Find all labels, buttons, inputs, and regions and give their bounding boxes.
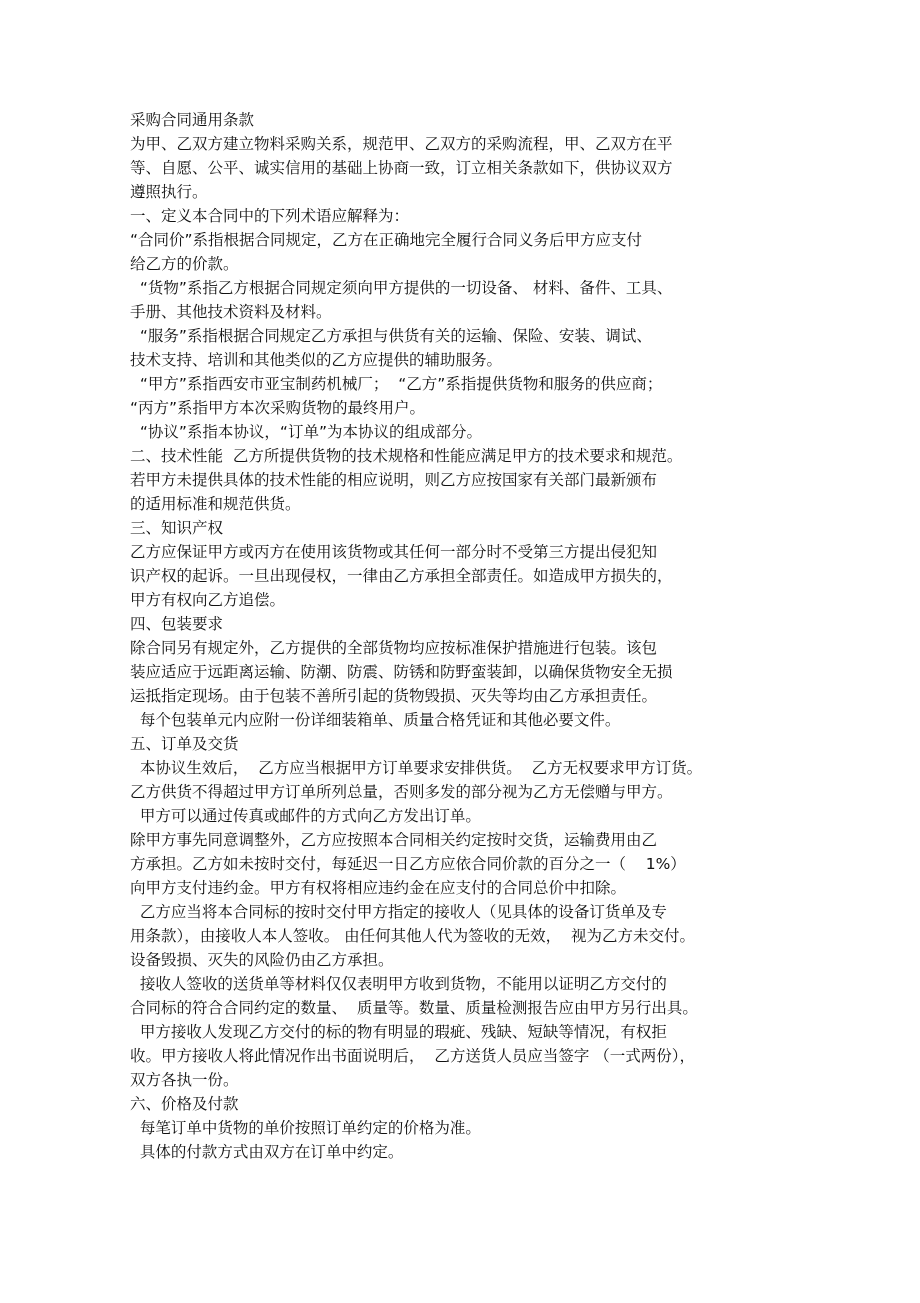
text-line: 每个包装单元内应附一份详细装箱单、质量合格凭证和其他必要文件。 <box>130 711 621 729</box>
text-line: 用条款），由接收人本人签收。 由任何其他人代为签收的无效， 视为乙方未交付。 <box>130 927 696 945</box>
text-line: “甲方”系指西安市亚宝制药机械厂； “乙方”系指提供货物和服务的供应商； <box>130 375 663 393</box>
text-line: 手册、其他技术资料及材料。 <box>130 303 332 321</box>
text-line: 具体的付款方式由双方在订单中约定。 <box>130 1143 404 1161</box>
section-heading: 四、包装要求 <box>130 615 224 633</box>
text-line: “丙方”系指甲方本次采购货物的最终用户。 <box>130 399 426 417</box>
section-heading: 五、订单及交货 <box>130 735 239 753</box>
document-title: 采购合同通用条款 <box>130 111 255 129</box>
text-line: “合同价”系指根据合同规定，乙方在正确地完全履行合同义务后甲方应支付 <box>130 231 643 249</box>
text-line: 双方各执一份。 <box>130 1071 239 1089</box>
text-line: 甲方接收人发现乙方交付的标的物有明显的瑕疵、残缺、短缺等情况，有权拒 <box>130 1023 667 1041</box>
text-line: “服务”系指根据合同规定乙方承担与供货有关的运输、保险、安装、调试、 <box>130 327 652 345</box>
text-line: 乙方应保证甲方或丙方在使用该货物或其任何一部分时不受第三方提出侵犯知 <box>130 543 658 561</box>
text-line: 的适用标准和规范供货。 <box>130 495 301 513</box>
section-heading: 一、定义本合同中的下列术语应解释为： <box>130 207 410 225</box>
text-line: 合同标的符合合同约定的数量、 质量等。数量、质量检测报告应由甲方另行出具。 <box>130 999 698 1017</box>
text-line: 本协议生效后， 乙方应当根据甲方订单要求安排供货。 乙方无权要求甲方订货。 <box>130 759 703 777</box>
text-line: 每笔订单中货物的单价按照订单约定的价格为准。 <box>130 1119 481 1137</box>
text-line: 收。甲方接收人将此情况作出书面说明后， 乙方送货人员应当签字 （一式两份）， <box>130 1047 696 1065</box>
text-line: 除合同另有规定外，乙方提供的全部货物均应按标准保护措施进行包装。该包 <box>130 639 658 657</box>
text-line: 乙方应当将本合同标的按时交付甲方指定的接收人（见具体的设备订货单及专 <box>130 903 667 921</box>
text-line: 向甲方支付违约金。甲方有权将相应违约金在应支付的合同总价中扣除。 <box>130 879 627 897</box>
text-line: 甲方有权向乙方追偿。 <box>130 591 286 609</box>
text-line: 技术支持、培训和其他类似的乙方应提供的辅助服务。 <box>130 351 503 369</box>
text-line: 接收人签收的送货单等材料仅仅表明甲方收到货物，不能用以证明乙方交付的 <box>130 975 667 993</box>
section-heading: 二、技术性能 乙方所提供货物的技术规格和性能应满足甲方的技术要求和规范。 <box>130 447 683 465</box>
section-heading: 六、价格及付款 <box>130 1095 239 1113</box>
text-line: 设备毁损、灭失的风险仍由乙方承担。 <box>130 951 394 969</box>
text-line: 方承担。乙方如未按时交付，每延迟一日乙方应依合同价款的百分之一（ 1%） <box>130 855 686 873</box>
text-line: 给乙方的价款。 <box>130 255 239 273</box>
text-line: “协议”系指本协议，“订单”为本协议的组成部分。 <box>130 423 482 441</box>
text-line: 除甲方事先同意调整外，乙方应按照本合同相关约定按时交货，运输费用由乙 <box>130 831 658 849</box>
text-line: 若甲方未提供具体的技术性能的相应说明，则乙方应按国家有关部门最新颁布 <box>130 471 658 489</box>
text-line: 等、自愿、公平、诚实信用的基础上协商一致，订立相关条款如下，供协议双方 <box>130 159 673 177</box>
text-line: 甲方可以通过传真或邮件的方式向乙方发出订单。 <box>130 807 481 825</box>
text-line: 乙方供货不得超过甲方订单所列总量，否则多发的部分视为乙方无偿赠与甲方。 <box>130 783 673 801</box>
text-line: 为甲、乙双方建立物料采购关系，规范甲、乙双方的采购流程，甲、乙双方在平 <box>130 135 673 153</box>
text-line: “货物”系指乙方根据合同规定须向甲方提供的一切设备、 材料、备件、工具、 <box>130 279 673 297</box>
text-line: 装应适应于远距离运输、防潮、防震、防锈和防野蛮装卸，以确保货物安全无损 <box>130 663 673 681</box>
section-heading: 三、知识产权 <box>130 519 224 537</box>
text-line: 遵照执行。 <box>130 183 208 201</box>
text-line: 运抵指定现场。由于包装不善所引起的货物毁损、灭失等均由乙方承担责任。 <box>130 687 658 705</box>
text-line: 识产权的起诉。一旦出现侵权，一律由乙方承担全部责任。如造成甲方损失的， <box>130 567 673 585</box>
